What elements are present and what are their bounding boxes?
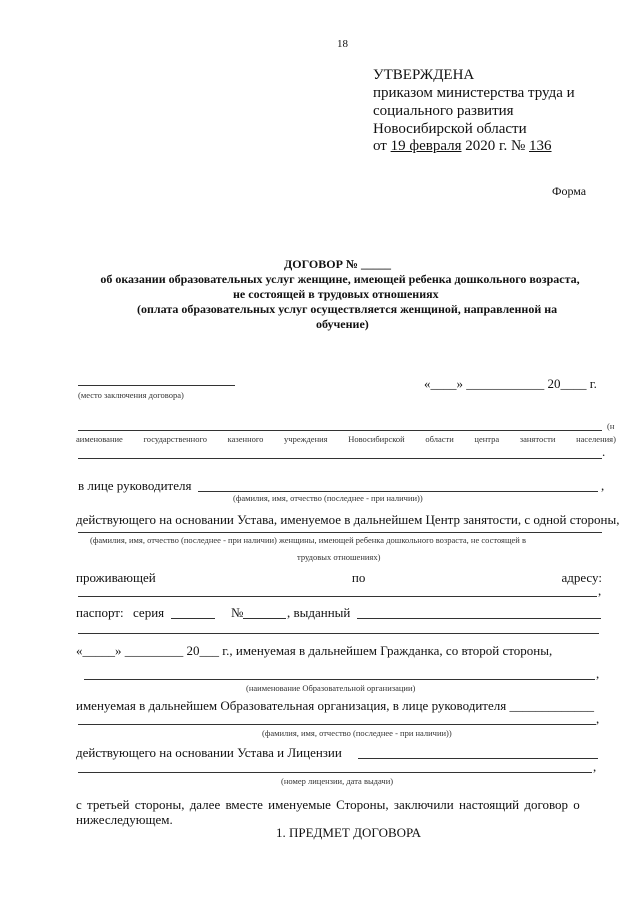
address-word: по	[351, 570, 366, 585]
form-label: Форма	[552, 184, 587, 198]
approval-line-3: Новосибирской области	[373, 121, 527, 137]
woman-caption-1: (фамилия, имя, отчество (последнее - при наличии) женщины, имеющей ребенка дошкольного возраста, не состоящей в	[90, 535, 526, 545]
org-name-line[interactable]	[84, 679, 595, 680]
center-caption-word: аименование	[76, 434, 123, 444]
passport-number-label: №	[231, 605, 244, 620]
org-rep-end: ,	[596, 711, 600, 726]
address-row	[76, 570, 602, 586]
org-rep-line-2[interactable]	[78, 724, 596, 725]
center-basis: действующего на основании Устава, именуемое в дальнейшем Центр занятости, с одной стороны,	[76, 512, 620, 527]
approval-title: УТВЕРЖДЕНА	[373, 67, 475, 83]
center-caption-word: центра	[474, 434, 500, 444]
approval-date-line	[373, 138, 552, 155]
license-line-2[interactable]	[78, 772, 592, 773]
approval-date-prefix: от	[373, 138, 391, 154]
center-caption-word: государственного	[143, 434, 208, 444]
org-rep-caption: (фамилия, имя, отчество (последнее - при наличии))	[262, 728, 452, 738]
center-rep-line[interactable]	[198, 491, 598, 492]
center-caption-edge: (н	[607, 421, 615, 431]
approval-date-mid: 2020 г. №	[461, 138, 530, 154]
place-caption: (место заключения договора)	[78, 390, 184, 400]
passport-number-field[interactable]	[243, 618, 286, 619]
contract-date-field[interactable]: «____» ____________ 20____ г.	[424, 376, 597, 391]
passport-issued-label: , выданный	[287, 605, 351, 620]
contract-subtitle-3: (оплата образовательных услуг осуществляется женщиной, направленной на	[137, 302, 558, 316]
approval-line-2: социального развития	[373, 103, 514, 119]
center-caption-word: занятости	[519, 434, 556, 444]
passport-date-line[interactable]: «_____» _________ 20___ г., именуемая в дальнейшем Гражданка, со второй стороны,	[76, 643, 553, 658]
address-word: адресу:	[561, 570, 602, 585]
place-field-line[interactable]	[78, 385, 235, 386]
third-party-line-2: нижеследующем.	[76, 812, 173, 827]
third-party-line-1: с третьей стороны, далее вместе именуемые Стороны, заключили настоящий договор о	[76, 797, 580, 812]
center-caption	[76, 434, 616, 444]
address-word: проживающей	[76, 570, 156, 585]
contract-title: ДОГОВОР № _____	[284, 257, 391, 271]
passport-series-field[interactable]	[171, 618, 215, 619]
approval-line-1: приказом министерства труда и	[373, 85, 575, 101]
approval-number: 136	[529, 138, 552, 154]
contract-subtitle-2: не состоящей в трудовых отношениях	[233, 287, 439, 301]
center-rep-caption: (фамилия, имя, отчество (последнее - при наличии))	[233, 493, 423, 503]
approval-date: 19 февраля	[390, 138, 462, 154]
contract-subtitle-1: об оказании образовательных услуг женщине, имеющей ребенка дошкольного возраста,	[100, 272, 580, 286]
center-name-line-2[interactable]	[78, 458, 602, 459]
center-rep-label: в лице руководителя	[78, 478, 192, 493]
org-name-end: ,	[596, 666, 600, 681]
passport-issued-field[interactable]	[357, 618, 601, 619]
center-caption-word: учреждения	[284, 434, 328, 444]
org-rep-line: именуемая в дальнейшем Образовательная организация, в лице руководителя _____________	[76, 698, 594, 713]
woman-caption-2: трудовых отношениях)	[297, 552, 381, 562]
org-caption: (наименование Образовательной организации)	[246, 683, 416, 693]
center-caption-word: казенного	[227, 434, 264, 444]
center-caption-word: населения)	[576, 434, 616, 444]
center-rep-end: ,	[601, 478, 605, 493]
woman-name-line[interactable]	[78, 532, 602, 533]
passport-series-label: серия	[133, 605, 165, 620]
passport-label: паспорт:	[76, 605, 124, 620]
center-name-line[interactable]	[78, 430, 602, 431]
center-line-end: .	[602, 444, 606, 459]
address-line[interactable]	[78, 596, 597, 597]
license-caption: (номер лицензии, дата выдачи)	[281, 776, 394, 786]
center-caption-word: Новосибирской	[348, 434, 405, 444]
section-1-heading: 1. ПРЕДМЕТ ДОГОВОРА	[276, 825, 421, 840]
license-end: ,	[593, 759, 597, 774]
center-caption-word: области	[425, 434, 454, 444]
license-field[interactable]	[358, 758, 598, 759]
org-basis-label: действующего на основании Устава и Лицензии	[76, 745, 342, 760]
passport-issued-line-2[interactable]	[78, 633, 599, 634]
page-number: 18	[337, 38, 348, 50]
address-end: ,	[598, 583, 602, 598]
contract-subtitle-4: обучение)	[316, 317, 369, 331]
